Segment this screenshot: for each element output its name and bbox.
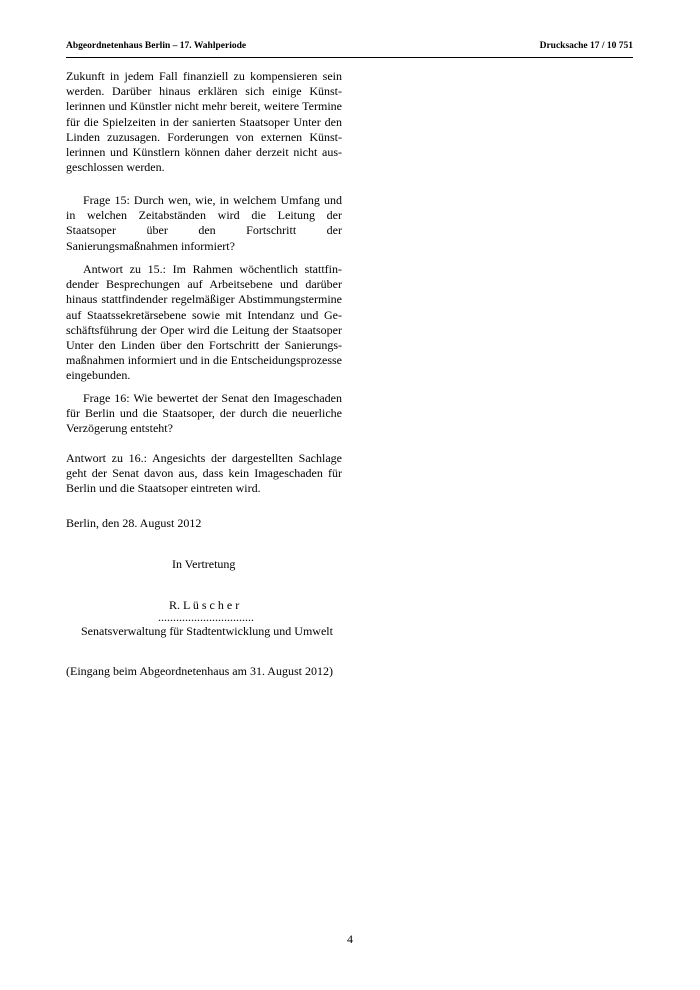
place-date: Berlin, den 28. August 2012 bbox=[66, 516, 202, 530]
receipt-note: (Eingang beim Abgeordnetenhaus am 31. August 2012) bbox=[66, 664, 333, 678]
paragraph-continuation: Zukunft in jedem Fall finanziell zu kompensieren sein werden. Darüber hinaus erklären sich einige Künstlerinnen und Künstler nicht mehr bereit, weitere Termine für die Spielzeiten in der sanierten Staatsoper Unter den Linden zuzusagen. Forderungen von externen Künstlerinnen und Künstlern können daher derzeit nicht ausgeschlossen werden. bbox=[66, 69, 342, 175]
signature-dots: ................................ bbox=[158, 610, 254, 624]
question-15: Frage 15: Durch wen, wie, in welchem Umfang und in welchen Zeitabständen wird die Leitung der Staatsoper über den Fortschritt der Sanierungsmaßnahmen informiert? bbox=[66, 193, 342, 253]
answer-15: Antwort zu 15.: Im Rahmen wöchentlich stattfindender Besprechungen auf Arbeitsebene und darüber hinaus stattfindender regelmäßiger Abstimmungstermine auf Staatssekretärsebene sowie mit Intendanz und Geschäftsführung der Oper wird die Leitung der Staatsoper Unter den Linden über den Fortschritt der Sanierungsmaßnahmen informiert und in die Entscheidungsprozesse eingebunden. bbox=[66, 262, 342, 383]
text-column bbox=[66, 0, 342, 990]
signer-name: R. L ü s c h e r bbox=[169, 598, 240, 612]
header-parliament-title: Abgeordnetenhaus Berlin – 17. Wahlperiode bbox=[66, 41, 247, 51]
header-document-number: Drucksache 17 / 10 751 bbox=[539, 41, 633, 51]
department-name: Senatsverwaltung für Stadtentwicklung und Umwelt bbox=[81, 624, 333, 638]
answer-16: Antwort zu 16.: Angesichts der dargestellten Sachlage geht der Senat davon aus, dass kein Imageschaden für Berlin und die Staatsoper eintreten wird. bbox=[66, 451, 342, 496]
in-vertretung: In Vertretung bbox=[172, 557, 236, 571]
page-number: 4 bbox=[347, 932, 353, 946]
question-16: Frage 16: Wie bewertet der Senat den Imageschaden für Berlin und die Staatsoper, der durch die neuerliche Verzögerung entsteht? bbox=[66, 391, 342, 436]
